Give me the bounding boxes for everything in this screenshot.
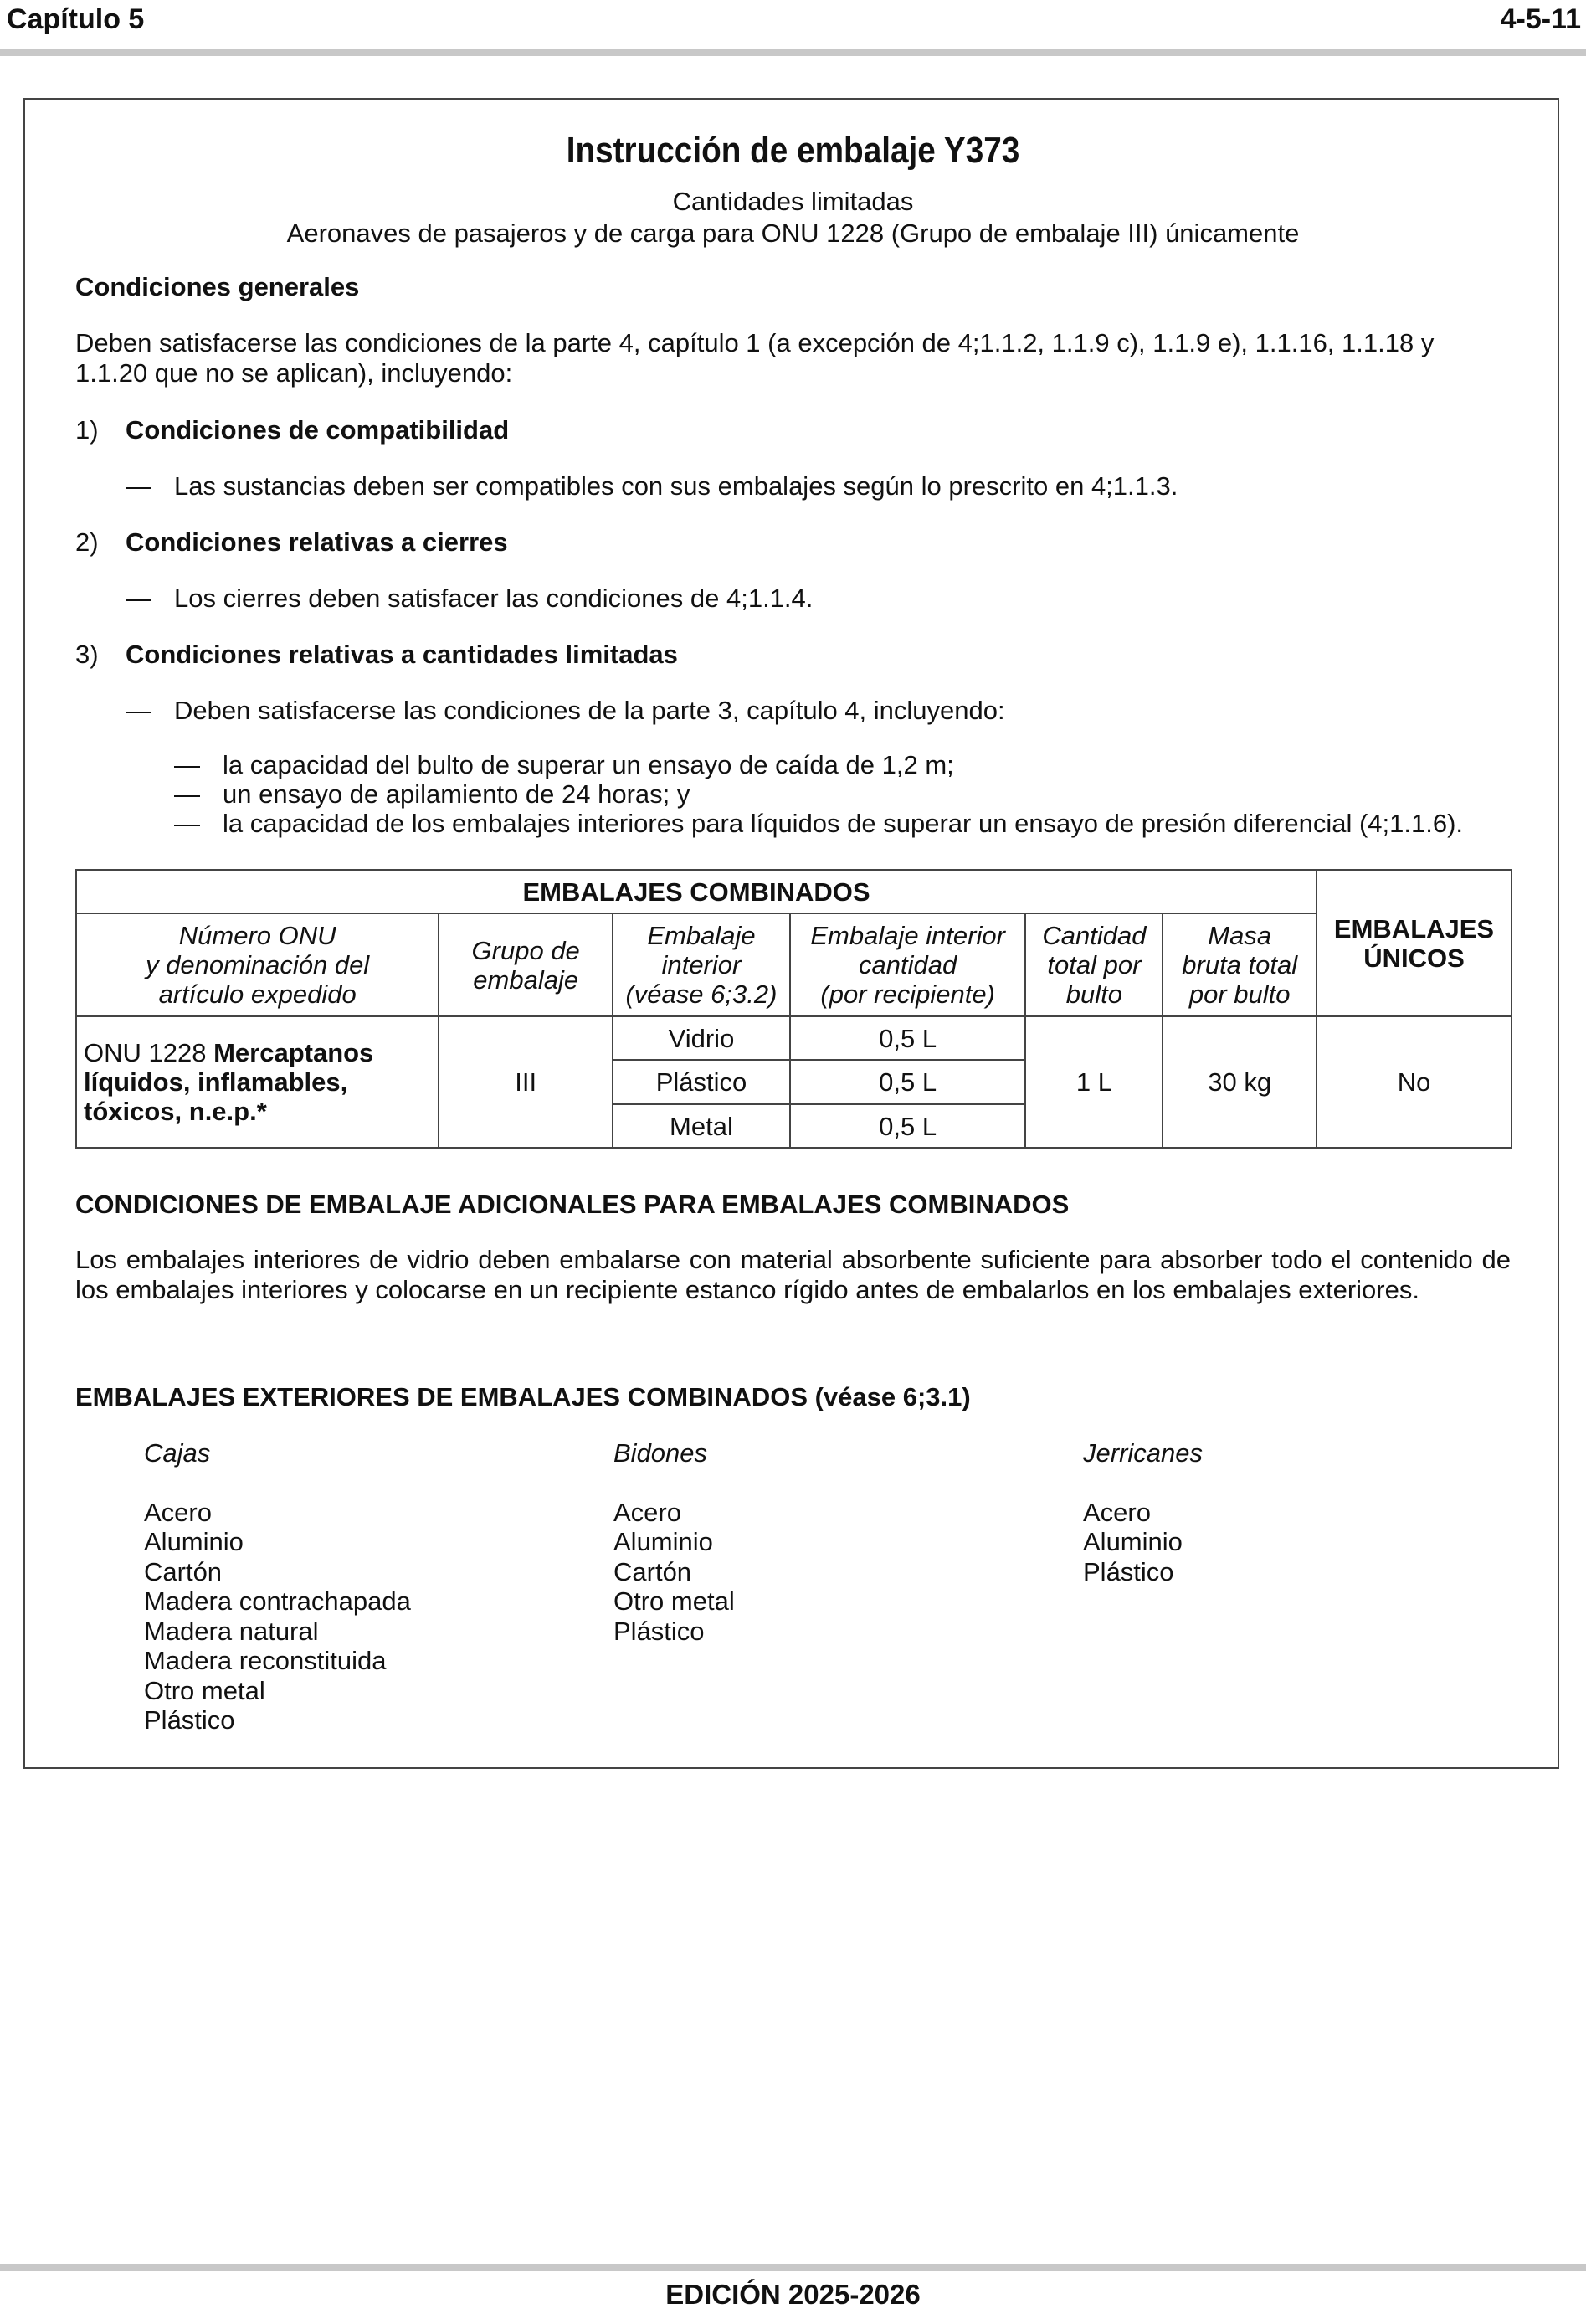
header-line: Número ONU <box>178 921 336 950</box>
header-line: cantidad <box>859 950 957 979</box>
single-packagings-cell: No <box>1317 1016 1512 1148</box>
header-line: Grupo de <box>471 935 580 965</box>
condition-3-subitem-text: un ensayo de apilamiento de 24 horas; y <box>223 779 690 809</box>
header-line: por bulto <box>1188 979 1291 1009</box>
jerricans-title: Jerricanes <box>1083 1438 1203 1468</box>
list-item: Cartón <box>144 1556 223 1586</box>
condition-2-number: 2) <box>75 527 99 557</box>
condition-3 <box>75 640 1511 670</box>
header-line: embalaje <box>473 964 579 995</box>
header-line: y denominación del <box>146 950 370 979</box>
combined-packagings-header: EMBALAJES COMBINADOS <box>76 870 1317 913</box>
general-conditions-text: Deben satisfacerse las condiciones de la parte 4, capítulo 1 (a excepción de 4;1.1.2, 1.1.9 c), 1.1.9 e), 1.1.16, 1.1.18 y 1.1.20 que no se aplican), incluyendo: <box>75 328 1435 388</box>
col-inner-packaging <box>613 913 790 1016</box>
inner-quantity-cell: 0,5 L <box>790 1060 1026 1104</box>
general-conditions-heading: Condiciones generales <box>75 272 360 301</box>
chapter-label: Capítulo 5 <box>7 3 145 35</box>
list-item: Cartón <box>613 1556 692 1586</box>
condition-1-item <box>126 471 1511 501</box>
header-line: total por <box>1047 950 1142 979</box>
condition-3-text: Deben satisfacerse las condiciones de la parte 3, capítulo 4, incluyendo: <box>174 696 1005 725</box>
document-title: Instrucción de embalaje Y373 <box>566 130 1020 171</box>
col-un-number <box>76 913 439 1016</box>
header-line: Embalaje interior <box>810 921 1005 950</box>
inner-packaging-cell: Vidrio <box>613 1016 790 1060</box>
table-column-header-row <box>76 913 1512 1016</box>
packing-table <box>75 869 1512 1149</box>
page-number: 4-5-11 <box>1500 3 1581 35</box>
table-row <box>76 1016 1512 1060</box>
gross-mass-cell: 30 kg <box>1163 1016 1317 1148</box>
un-entry-cell <box>76 1016 439 1148</box>
document-subtitle-limited: Cantidades limitadas <box>672 187 914 216</box>
list-item: Acero <box>613 1497 681 1527</box>
header-line: (véase 6;3.2) <box>625 979 778 1009</box>
list-item: Aluminio <box>613 1527 713 1556</box>
col-total-quantity <box>1025 913 1163 1016</box>
dash-mark: — <box>126 584 151 613</box>
col-gross-mass <box>1163 913 1317 1016</box>
un-name-line: tóxicos, n.e.p.* <box>84 1097 267 1126</box>
un-number: ONU 1228 <box>84 1038 214 1067</box>
dash-mark: — <box>174 750 200 779</box>
list-item: Acero <box>1083 1497 1151 1527</box>
condition-2-title: Condiciones relativas a cierres <box>126 527 508 557</box>
header-rule <box>0 49 1586 56</box>
single-header-line: ÚNICOS <box>1363 943 1465 973</box>
single-packagings-header <box>1317 870 1512 1016</box>
inner-packaging-cell: Plástico <box>613 1060 790 1104</box>
condition-1 <box>75 415 1511 445</box>
dash-mark: — <box>174 809 200 838</box>
list-item: Plástico <box>144 1705 235 1735</box>
condition-3-number: 3) <box>75 640 99 669</box>
list-item: Plástico <box>613 1616 705 1646</box>
outer-packagings-heading: EMBALAJES EXTERIORES DE EMBALAJES COMBINADOS (véase 6;3.1) <box>75 1382 971 1411</box>
outer-column-boxes <box>144 1438 411 1735</box>
dash-mark: — <box>126 696 151 725</box>
condition-1-title: Condiciones de compatibilidad <box>126 415 510 445</box>
condition-1-number: 1) <box>75 415 99 445</box>
col-packing-group <box>439 913 613 1016</box>
total-quantity-cell: 1 L <box>1025 1016 1163 1148</box>
table-header-row <box>76 870 1512 913</box>
header-line: bulto <box>1065 979 1123 1009</box>
condition-2-text: Los cierres deben satisfacer las condiciones de 4;1.1.4. <box>174 584 814 613</box>
additional-conditions-text: Los embalajes interiores de vidrio deben embalarse con material absorbente suficiente para absorber todo el contenido de los embalajes interiores y colocarse en un recipiente estanco rígido antes de embalarlos en los embalajes exteriores. <box>75 1245 1511 1304</box>
un-name-line: Mercaptanos <box>213 1038 374 1067</box>
page-header <box>0 0 1586 52</box>
list-item: Aluminio <box>144 1527 244 1556</box>
list-item: Otro metal <box>613 1586 735 1616</box>
additional-conditions-heading: CONDICIONES DE EMBALAJE ADICIONALES PARA EMBALAJES COMBINADOS <box>75 1190 1070 1219</box>
outer-column-jerricans <box>1083 1438 1203 1586</box>
condition-3-title: Condiciones relativas a cantidades limitadas <box>126 640 678 669</box>
condition-3-subitem <box>174 750 1511 780</box>
condition-2-item <box>126 584 1511 614</box>
header-line: Masa <box>1208 921 1272 950</box>
list-item: Madera natural <box>144 1616 319 1646</box>
list-item: Otro metal <box>144 1675 265 1705</box>
outer-column-drums <box>613 1438 735 1646</box>
header-line: Cantidad <box>1042 921 1147 950</box>
inner-quantity-cell: 0,5 L <box>790 1104 1026 1148</box>
list-item: Madera reconstituida <box>144 1646 387 1675</box>
edition-footer: EDICIÓN 2025-2026 <box>665 2279 921 2310</box>
list-item: Acero <box>144 1497 212 1527</box>
inner-packaging-cell: Metal <box>613 1104 790 1148</box>
condition-3-subitem <box>174 779 1511 810</box>
condition-1-text: Las sustancias deben ser compatibles con sus embalajes según lo prescrito en 4;1.1.3. <box>174 471 1178 501</box>
drums-title: Bidones <box>613 1438 708 1468</box>
col-inner-quantity <box>790 913 1026 1016</box>
condition-2 <box>75 527 1511 558</box>
list-item: Madera contrachapada <box>144 1586 411 1616</box>
single-header-line: EMBALAJES <box>1333 913 1495 943</box>
condition-3-subitem-text: la capacidad del bulto de superar un ensayo de caída de 1,2 m; <box>223 750 954 779</box>
document-subtitle-aircraft: Aeronaves de pasajeros y de carga para ONU 1228 (Grupo de embalaje III) únicamente <box>286 219 1300 248</box>
header-line: artículo expedido <box>158 979 357 1009</box>
header-line: interior <box>661 950 742 979</box>
condition-3-subitem <box>174 809 1511 839</box>
header-line: Embalaje <box>647 921 756 950</box>
list-item: Plástico <box>1083 1556 1174 1586</box>
condition-3-item <box>126 696 1511 726</box>
boxes-title: Cajas <box>144 1438 211 1468</box>
header-line: (por recipiente) <box>820 979 995 1009</box>
dash-mark: — <box>174 779 200 809</box>
un-name-line: líquidos, inflamables, <box>84 1067 348 1097</box>
inner-quantity-cell: 0,5 L <box>790 1016 1026 1060</box>
header-line: bruta total <box>1182 950 1298 979</box>
dash-mark: — <box>126 471 151 501</box>
footer-rule <box>0 2264 1586 2271</box>
condition-3-subitem-text: la capacidad de los embalajes interiores para líquidos de superar un ensayo de presión diferencial (4;1.1.6). <box>223 809 1464 838</box>
packing-group-cell: III <box>439 1016 613 1148</box>
list-item: Aluminio <box>1083 1527 1183 1556</box>
packing-instruction-frame <box>23 98 1559 1769</box>
